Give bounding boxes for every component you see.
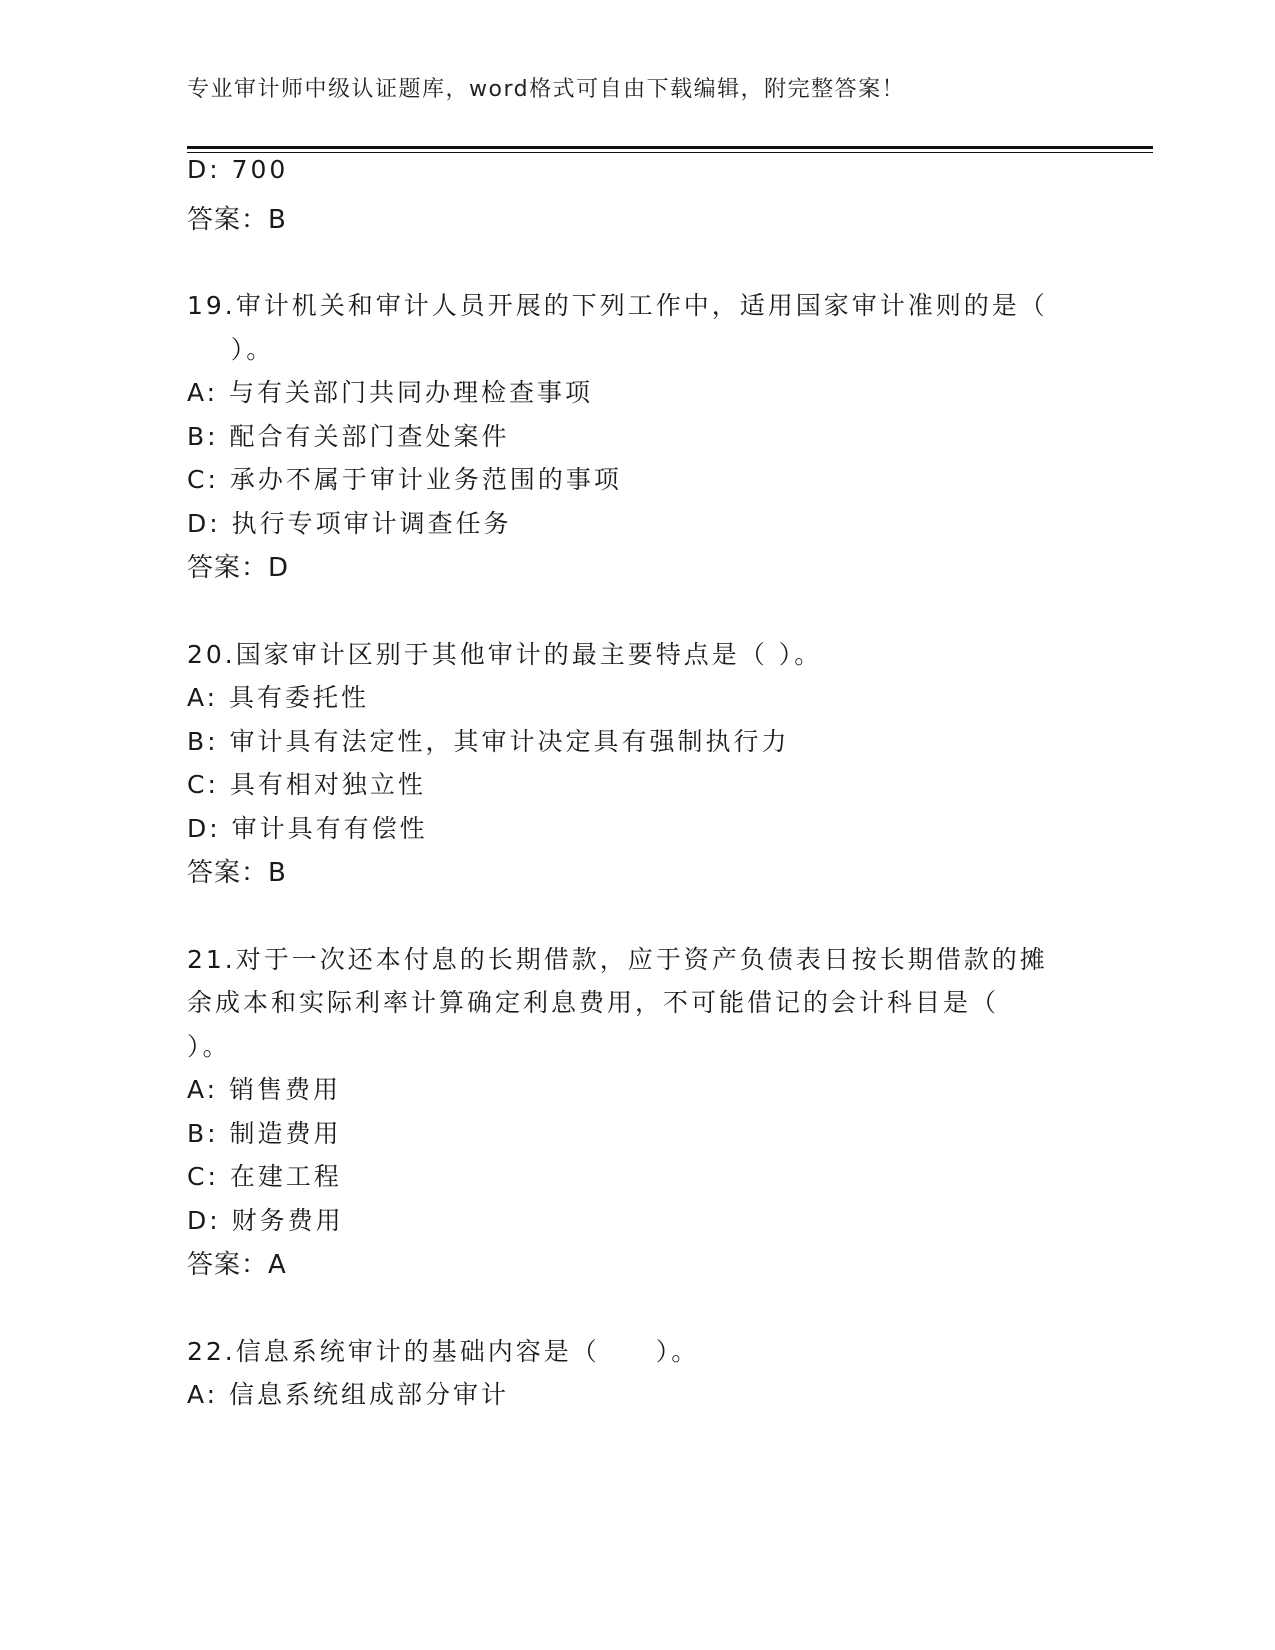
answer-19: 答案：D bbox=[187, 553, 290, 583]
answer-18: 答案：B bbox=[187, 205, 287, 235]
question-21-line1: 21.对于一次还本付息的长期借款，应于资产负债表日按长期借款的摊 bbox=[187, 945, 1048, 974]
option-b-21: B: 制造费用 bbox=[187, 1119, 342, 1148]
option-a-22: A: 信息系统组成部分审计 bbox=[187, 1380, 510, 1409]
question-19-line2: ）。 bbox=[187, 335, 275, 364]
option-a-19: A: 与有关部门共同办理检查事项 bbox=[187, 378, 594, 407]
question-22: 22.信息系统审计的基础内容是（ ）。 bbox=[187, 1337, 700, 1366]
answer-20: 答案：B bbox=[187, 858, 287, 888]
option-d-21: D: 财务费用 bbox=[187, 1206, 344, 1235]
option-d-18: D: 700 bbox=[187, 155, 289, 184]
page-header: 专业审计师中级认证题库，word格式可自由下载编辑，附完整答案！ bbox=[187, 77, 906, 102]
option-d-19: D: 执行专项审计调查任务 bbox=[187, 509, 512, 538]
header-rule-thin bbox=[187, 152, 1153, 153]
option-d-20: D: 审计具有有偿性 bbox=[187, 814, 428, 843]
option-c-20: C: 具有相对独立性 bbox=[187, 770, 426, 799]
option-c-21: C: 在建工程 bbox=[187, 1162, 342, 1191]
option-a-21: A: 销售费用 bbox=[187, 1075, 342, 1104]
question-21-line3: ）。 bbox=[187, 1032, 231, 1061]
question-19-line1: 19.审计机关和审计人员开展的下列工作中，适用国家审计准则的是（ bbox=[187, 291, 1048, 320]
answer-21: 答案：A bbox=[187, 1250, 287, 1280]
header-rule-thick bbox=[187, 146, 1153, 149]
option-b-20: B: 审计具有法定性，其审计决定具有强制执行力 bbox=[187, 727, 790, 756]
option-a-20: A: 具有委托性 bbox=[187, 683, 370, 712]
option-c-19: C: 承办不属于审计业务范围的事项 bbox=[187, 465, 622, 494]
question-21-line2: 余成本和实际利率计算确定利息费用，不可能借记的会计科目是（ bbox=[187, 988, 1000, 1017]
question-20: 20.国家审计区别于其他审计的最主要特点是（ ）。 bbox=[187, 640, 823, 669]
option-b-19: B: 配合有关部门查处案件 bbox=[187, 422, 510, 451]
